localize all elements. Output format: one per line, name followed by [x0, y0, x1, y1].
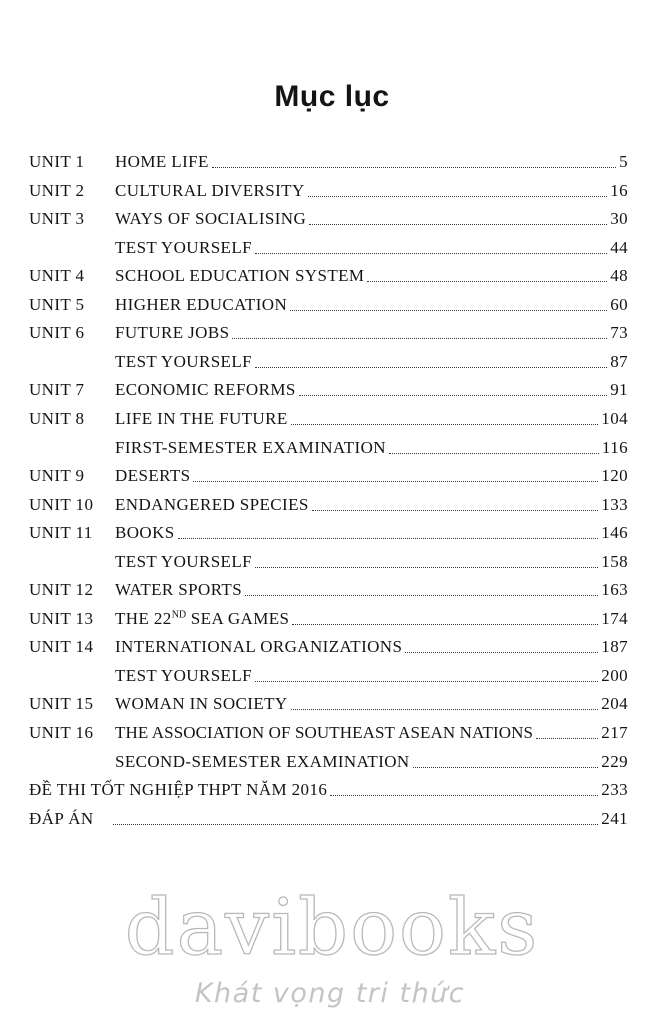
- entry-title: SECOND-SEMESTER EXAMINATION: [115, 752, 410, 771]
- entry-title: LIFE IN THE FUTURE: [115, 409, 288, 428]
- entry-title: HOME LIFE: [115, 152, 209, 171]
- page-number: 87: [610, 352, 628, 371]
- entry-title: TEST YOURSELF: [115, 666, 252, 685]
- toc-row: [0, 719, 664, 747]
- page-number: 73: [610, 323, 628, 342]
- entry-title: ĐỀ THI TỐT NGHIỆP THPT NĂM 2016: [29, 780, 328, 799]
- toc-row: [0, 462, 664, 490]
- toc-row: [0, 434, 664, 462]
- page-number: 146: [601, 523, 628, 542]
- toc-row: [0, 690, 664, 718]
- page-number: 133: [601, 495, 628, 514]
- unit-number: UNIT 5: [29, 295, 85, 314]
- page-number: 163: [601, 580, 628, 599]
- entry-title: FUTURE JOBS: [115, 323, 230, 342]
- unit-number: UNIT 9: [29, 466, 85, 485]
- toc-row: [0, 205, 664, 233]
- entry-title: HIGHER EDUCATION: [115, 295, 288, 314]
- dot-leader: [308, 195, 608, 197]
- unit-number: UNIT 8: [29, 409, 85, 428]
- toc-row: [0, 148, 664, 176]
- toc-row: [0, 491, 664, 519]
- entry-title: WAYS OF SOCIALISING: [115, 209, 307, 228]
- toc-row: [0, 376, 664, 404]
- toc-row: [0, 234, 664, 262]
- toc-row: [0, 605, 664, 633]
- toc-row: [0, 291, 664, 319]
- page-number: 91: [610, 380, 628, 399]
- toc-row: [0, 519, 664, 547]
- entry-title: TEST YOURSELF: [115, 238, 252, 257]
- unit-number: UNIT 4: [29, 266, 85, 285]
- dot-leader: [405, 651, 598, 653]
- toc-row: [0, 262, 664, 290]
- page-number: 120: [601, 466, 628, 485]
- toc-row: [0, 348, 664, 376]
- dot-leader: [290, 309, 607, 311]
- entry-title: DESERTS: [115, 466, 191, 485]
- toc-row: [0, 319, 664, 347]
- page-number: 104: [601, 409, 628, 428]
- page-number: 200: [601, 666, 628, 685]
- unit-number: UNIT 16: [29, 723, 94, 742]
- page-number: 241: [601, 809, 628, 828]
- dot-leader: [291, 708, 599, 710]
- unit-number: UNIT 10: [29, 495, 94, 514]
- unit-number: UNIT 15: [29, 694, 94, 713]
- dot-leader: [292, 623, 598, 625]
- dot-leader: [232, 337, 607, 339]
- dot-leader: [330, 794, 598, 796]
- unit-number: UNIT 1: [29, 152, 85, 171]
- page-number: 16: [610, 181, 628, 200]
- entry-title: SCHOOL EDUCATION SYSTEM: [115, 266, 365, 285]
- entry-title: THE 22ND SEA GAMES: [115, 609, 290, 628]
- toc-row: [0, 805, 664, 833]
- entry-title: TEST YOURSELF: [115, 552, 252, 571]
- dot-leader: [367, 280, 607, 282]
- entry-title: TEST YOURSELF: [115, 352, 252, 371]
- watermark-tagline: Khát vọng tri thức: [194, 978, 466, 1009]
- dot-leader: [193, 480, 598, 482]
- dot-leader: [255, 566, 598, 568]
- unit-number: UNIT 6: [29, 323, 85, 342]
- toc-row: [0, 548, 664, 576]
- toc-row: [0, 405, 664, 433]
- dot-leader: [299, 394, 608, 396]
- page-number: 116: [601, 438, 628, 457]
- unit-number: UNIT 11: [29, 523, 93, 542]
- entry-title: FIRST-SEMESTER EXAMINATION: [115, 438, 386, 457]
- toc-row: [0, 576, 664, 604]
- dot-leader: [536, 737, 598, 739]
- dot-leader: [113, 823, 599, 825]
- entry-title: WATER SPORTS: [115, 580, 243, 599]
- entry-title: INTERNATIONAL ORGANIZATIONS: [115, 637, 403, 656]
- dot-leader: [255, 680, 598, 682]
- dot-leader: [389, 452, 599, 454]
- page-number: 204: [601, 694, 628, 713]
- entry-title: WOMAN IN SOCIETY: [115, 694, 288, 713]
- dot-leader: [291, 423, 599, 425]
- page-number: 60: [610, 295, 628, 314]
- unit-number: UNIT 3: [29, 209, 85, 228]
- dot-leader: [212, 166, 616, 168]
- entry-title: THE ASSOCIATION OF SOUTHEAST ASEAN NATIONS: [115, 723, 534, 742]
- page-number: 44: [610, 238, 628, 257]
- unit-number: UNIT 2: [29, 181, 85, 200]
- entry-title: ĐÁP ÁN: [29, 809, 94, 828]
- unit-number: UNIT 12: [29, 580, 94, 599]
- dot-leader: [312, 509, 599, 511]
- dot-leader: [255, 366, 607, 368]
- entry-title: ECONOMIC REFORMS: [115, 380, 296, 399]
- page-title: Mục lục: [274, 80, 390, 113]
- unit-number: UNIT 7: [29, 380, 85, 399]
- page-number: 229: [601, 752, 628, 771]
- page-number: 5: [619, 152, 628, 171]
- dot-leader: [255, 252, 607, 254]
- entry-title: BOOKS: [115, 523, 175, 542]
- entry-title: CULTURAL DIVERSITY: [115, 181, 305, 200]
- entry-title: ENDANGERED SPECIES: [115, 495, 309, 514]
- dot-leader: [245, 594, 598, 596]
- dot-leader: [178, 537, 599, 539]
- page-number: 174: [601, 609, 628, 628]
- page-number: 158: [601, 552, 628, 571]
- toc-row: [0, 177, 664, 205]
- unit-number: UNIT 14: [29, 637, 94, 656]
- toc-row: [0, 776, 664, 804]
- page-number: 217: [601, 723, 628, 742]
- page-number: 30: [610, 209, 628, 228]
- unit-number: UNIT 13: [29, 609, 94, 628]
- ordinal-superscript: ND: [171, 609, 187, 621]
- toc-row: [0, 633, 664, 661]
- dot-leader: [309, 223, 607, 225]
- dot-leader: [413, 766, 599, 768]
- page-number: 187: [601, 637, 628, 656]
- watermark-logo: davibooks: [124, 883, 540, 973]
- toc-row: [0, 662, 664, 690]
- toc-row: [0, 748, 664, 776]
- page-number: 233: [601, 780, 628, 799]
- page-number: 48: [610, 266, 628, 285]
